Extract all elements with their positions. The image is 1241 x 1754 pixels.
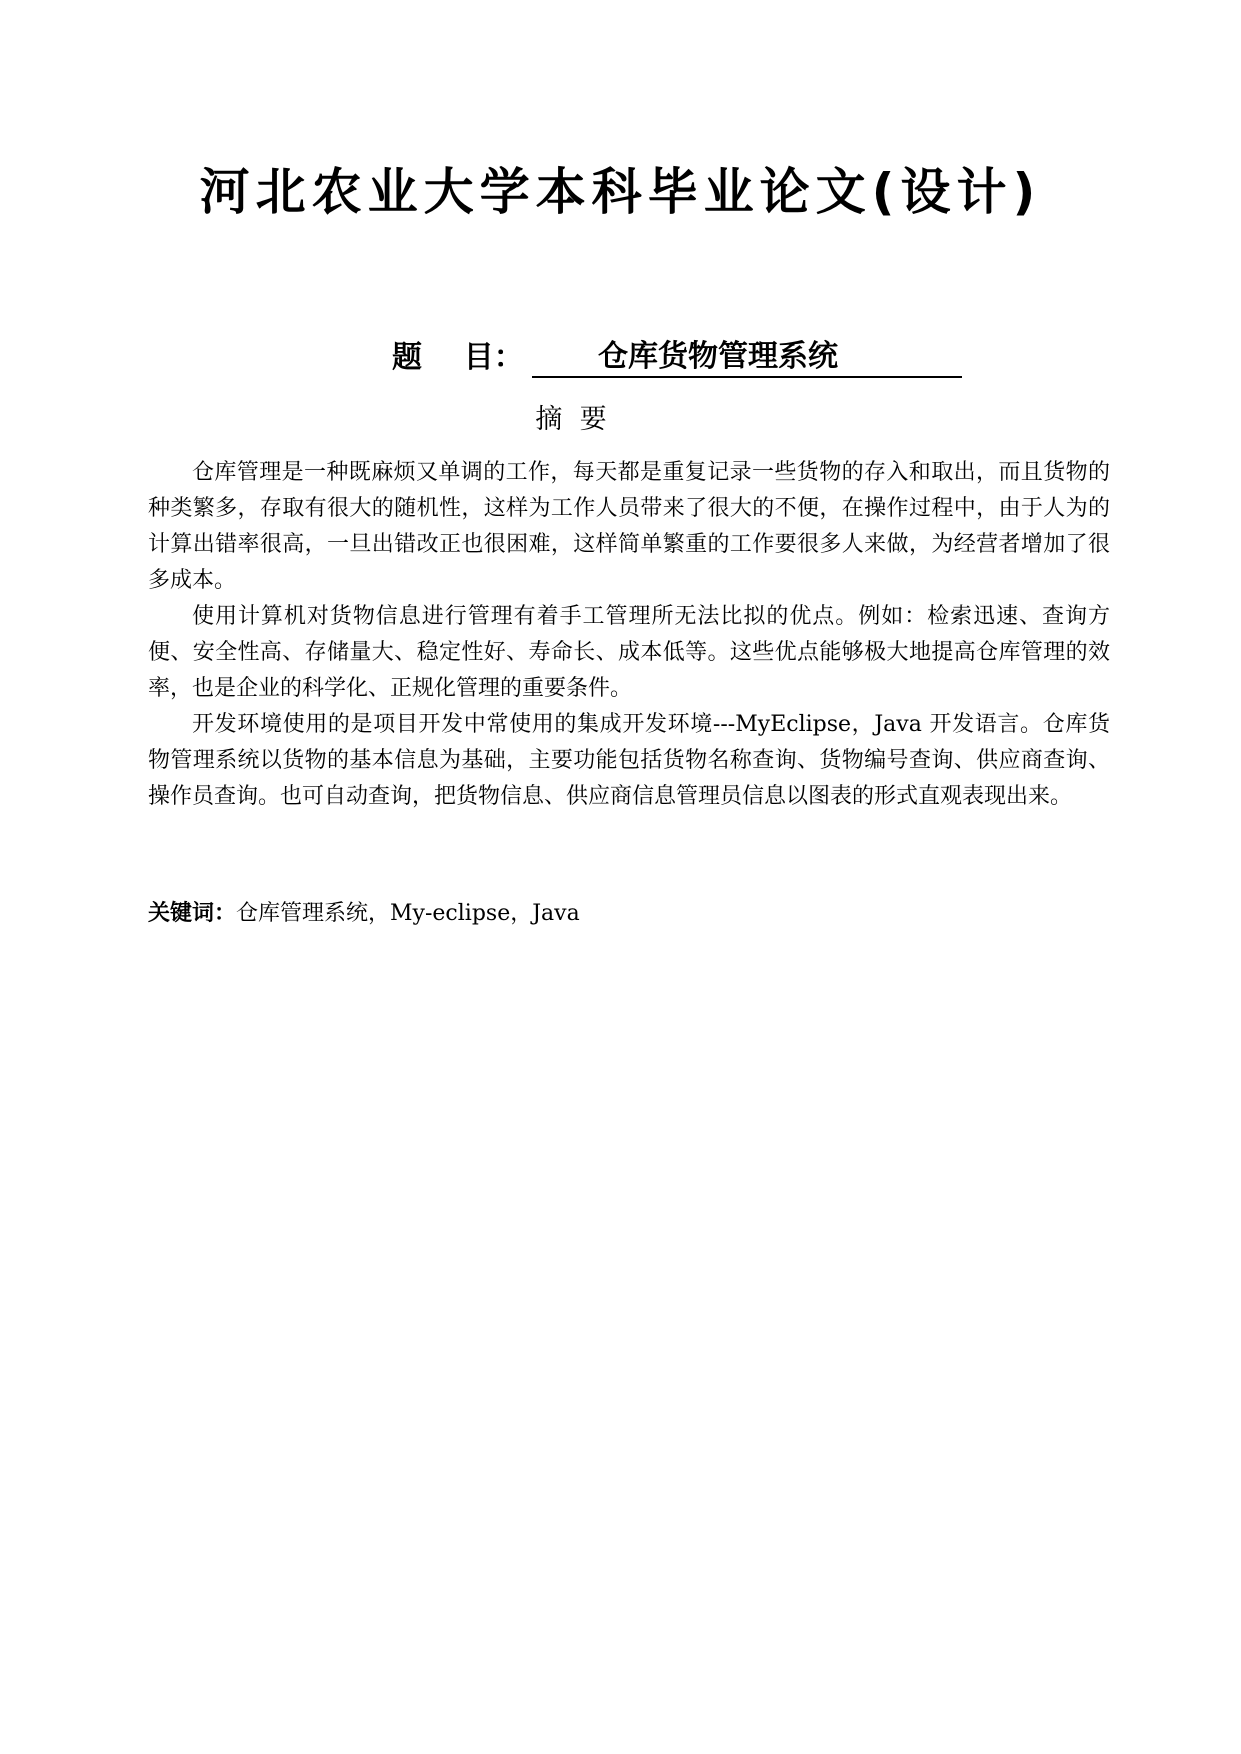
keywords-label: 关键词： [148, 901, 237, 926]
abstract-paragraph: 开发环境使用的是项目开发中常使用的集成开发环境---MyEclipse，Java 开发语言。仓库货物管理系统以货物的基本信息为基础，主要功能包括货物名称查询、货物编号查询、供应商查询、操作员查询。也可自动查询，把货物信息、供应商信息管理员信息以图表的形式直观表现出来。 [148, 712, 1110, 809]
topic-row [392, 338, 962, 378]
topic-value: 仓库货物管理系统 [532, 338, 962, 378]
abstract-paragraph: 使用计算机对货物信息进行管理有着手工管理所无法比拟的优点。例如：检索迅速、查询方便、安全性高、存储量大、稳定性好、寿命长、成本低等。这些优点能够极大地提高仓库管理的效率，也是企业的科学化、正规化管理的重要条件。 [148, 604, 1110, 701]
keywords-line [148, 896, 1110, 932]
abstract-heading: 摘 要 [535, 404, 607, 435]
abstract-paragraph: 仓库管理是一种既麻烦又单调的工作，每天都是重复记录一些货物的存入和取出，而且货物的种类繁多，存取有很大的随机性，这样为工作人员带来了很大的不便，在操作过程中，由于人为的计算出错率很高，一旦出错改正也很困难，这样简单繁重的工作要很多人来做，为经营者增加了很多成本。 [148, 460, 1110, 593]
topic-label: 题 目： [392, 340, 524, 375]
keywords-value: 仓库管理系统，My-eclipse，Java [236, 901, 580, 926]
university-title: 河北农业大学本科毕业论文(设计) [199, 163, 1042, 221]
abstract-body [148, 455, 1110, 815]
